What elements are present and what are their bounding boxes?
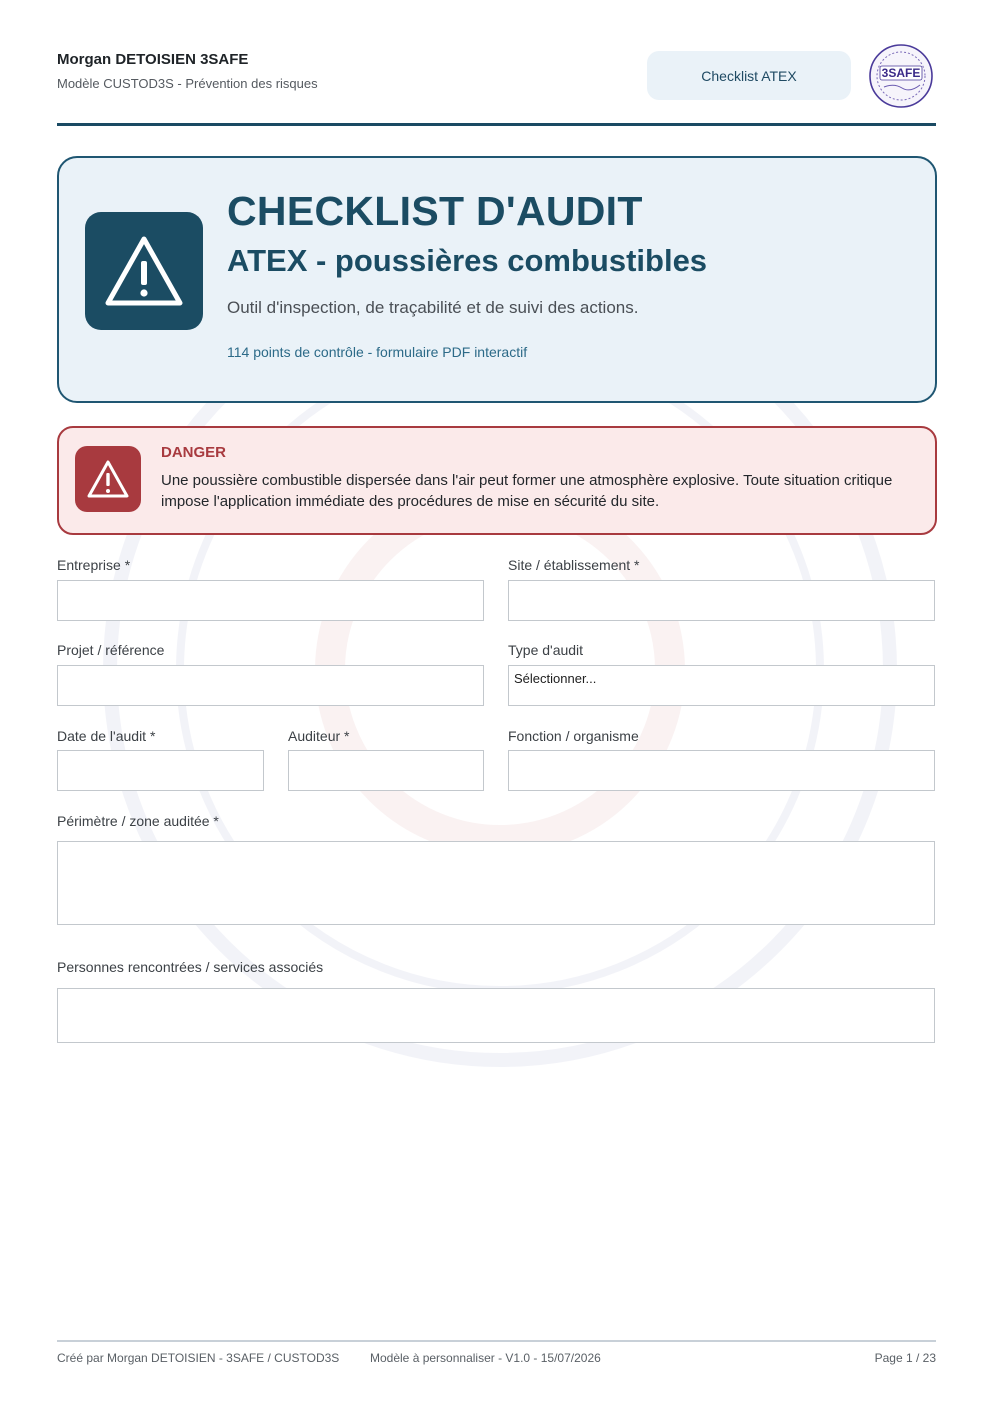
perimetre-label: Périmètre / zone auditée *: [57, 813, 219, 829]
fonction-input[interactable]: [508, 750, 935, 791]
footer-page-number: Page 1 / 23: [874, 1351, 936, 1365]
auditeur-label: Auditeur *: [288, 728, 350, 744]
date-label: Date de l'audit *: [57, 728, 156, 744]
entreprise-input[interactable]: [57, 580, 484, 621]
page-subtitle: ATEX - poussières combustibles: [227, 243, 708, 278]
entreprise-label: Entreprise *: [57, 557, 131, 573]
svg-text:3SAFE: 3SAFE: [881, 66, 921, 80]
page-title: CHECKLIST D'AUDIT: [227, 188, 643, 234]
author-name: Morgan DETOISIEN 3SAFE: [57, 51, 249, 68]
hero-icon-box: [85, 212, 203, 330]
projet-input[interactable]: [57, 665, 484, 706]
company-stamp-logo: [866, 43, 936, 109]
type-audit-selected-value: Sélectionner...: [514, 671, 597, 686]
footer-created-by: Créé par Morgan DETOISIEN - 3SAFE / CUSTOD3S: [57, 1351, 340, 1365]
control-points-count: 114 points de contrôle - formulaire PDF interactif: [227, 344, 528, 360]
danger-text: Une poussière combustible dispersée dans l'air peut former une atmosphère explosive. Toute situation critique impose l'application immédiate des procédures de mise en sécurité du site.: [161, 472, 893, 510]
warning-triangle-icon: [86, 459, 130, 499]
site-input[interactable]: [508, 580, 935, 621]
site-label: Site / établissement *: [508, 557, 640, 573]
footer-version: Modèle à personnaliser - V1.0 - 15/07/2026: [370, 1351, 601, 1365]
fonction-label: Fonction / organisme: [508, 728, 639, 744]
danger-icon-box: [75, 446, 141, 512]
header-rule: [57, 123, 936, 126]
perimetre-textarea[interactable]: [57, 841, 935, 925]
footer-rule: [57, 1340, 936, 1342]
date-input[interactable]: [57, 750, 264, 791]
danger-title: DANGER: [161, 444, 227, 461]
type-audit-label: Type d'audit: [508, 642, 584, 658]
type-audit-select[interactable]: [508, 665, 935, 706]
hero-description: Outil d'inspection, de traçabilité et de suivi des actions.: [227, 298, 639, 317]
personnes-label: Personnes rencontrées / services associés: [57, 959, 324, 975]
model-subtitle: Modèle CUSTOD3S - Prévention des risques: [57, 76, 318, 91]
warning-triangle-icon: [104, 235, 184, 307]
auditeur-input[interactable]: [288, 750, 484, 791]
checklist-badge: Checklist ATEX: [647, 51, 851, 100]
personnes-textarea[interactable]: [57, 988, 935, 1043]
projet-label: Projet / référence: [57, 642, 165, 658]
